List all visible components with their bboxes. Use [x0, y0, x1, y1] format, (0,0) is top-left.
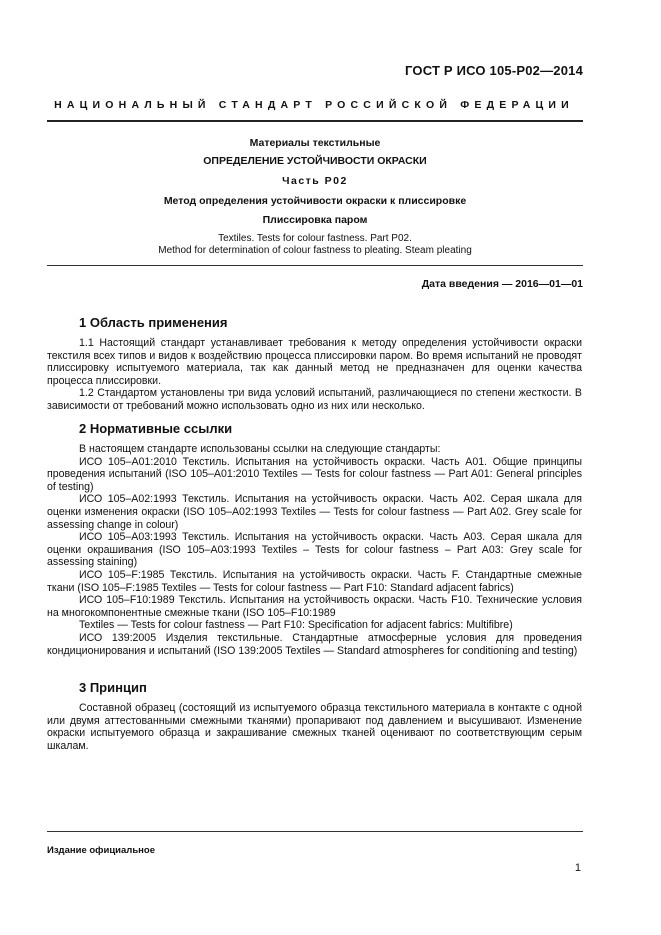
title-main: ОПРЕДЕЛЕНИЕ УСТОЙЧИВОСТИ ОКРАСКИ [203, 155, 427, 167]
paragraph: В настоящем стандарте использованы ссылки на следующие стандарты: [79, 443, 441, 455]
title-method: Метод определения устойчивости окраски к плиссировке [163, 195, 467, 207]
reference-item: ИСО 105–F10:1989 Текстиль. Испытания на устойчивость окраски. Часть F10. Технические условия на многокомпонентные смежные ткани (ISO 105–F10:1989 [47, 594, 582, 619]
english-title-line-2: Method for determination of colour fastness to pleating. Steam pleating [158, 245, 472, 256]
english-title-line-1: Textiles. Tests for colour fastness. Part P02. [218, 233, 412, 244]
paragraph: 1.1 Настоящий стандарт устанавливает требования к методу определения устойчивости окраски текстиля всех типов и видов к воздействию процесса плиссировки паром. Во время испытаний не проводят плиссировку испытуемого материала, так как данный метод не предназначен для оценки качества процесса плиссировки. [47, 337, 582, 387]
reference-item: Textiles — Tests for colour fastness — Part F10: Specification for adjacent fabrics: Multifibre) [79, 619, 513, 632]
reference-item: ИСО 105–F:1985 Текстиль. Испытания на устойчивость окраски. Часть F. Стандартные смежные ткани (ISO 105–F:1985 Textiles — Tests for colour fastness — Part F10: Standard adjacent fabrics) [47, 568, 582, 594]
reference-item: ИСО 105–A02:1993 Текстиль. Испытания на устойчивость окраски. Часть A02. Серая шкала для оценки изменения окраски (ISO 105–A02:1993 Textiles — Tests for colour fastness — Part A02. Grey scale for assessing change in colour) [47, 493, 582, 531]
introduction-date: Дата введения — 2016—01—01 [421, 278, 583, 290]
reference-item: ИСО 139:2005 Изделия текстильные. Стандартные атмосферные условия для проведения кондиционирования и испытаний (ISO 139:2005 Textiles — Standard atmospheres for conditioning and testing) [47, 631, 582, 657]
paragraph: Составной образец (состоящий из испытуемого образца текстильного материала в контакте с одной или двумя аттестованными смежными тканями) пропаривают под давлением и высушивают. Изменение окраски испытуемого образца и закрашивание смежных тканей оценивают по соответствующим серым шкалам. [47, 702, 582, 752]
edition-note: Издание официальное [47, 845, 155, 856]
title-part: Часть Р02 [282, 175, 348, 187]
footer-divider [47, 831, 583, 832]
page-number: 1 [574, 862, 581, 874]
section-2-body [47, 443, 582, 657]
section-3-heading: 3 Принцип [79, 680, 147, 695]
national-standard-banner: НАЦИОНАЛЬНЫЙ СТАНДАРТ РОССИЙСКОЙ ФЕДЕРАЦИИ [54, 99, 574, 111]
section-3-body [47, 702, 582, 752]
header-divider [47, 120, 583, 122]
title-divider [47, 265, 583, 266]
title-materials: Материалы текстильные [249, 137, 381, 149]
section-2-heading: 2 Нормативные ссылки [79, 421, 233, 436]
section-1-body [47, 337, 582, 413]
title-subtitle: Плиссировка паром [262, 214, 368, 226]
reference-item: ИСО 105–A01:2010 Текстиль. Испытания на устойчивость окраски. Часть A01. Общие принципы проведения испытаний (ISO 105–A01:2010 Textiles — Tests for colour fastness — Part A01: General principles of testing) [47, 455, 582, 493]
section-1-heading: 1 Область применения [79, 315, 228, 330]
paragraph: 1.2 Стандартом установлены три вида условий испытаний, различающиеся по степени жесткости. В зависимости от требований можно использовать одно из них или несколько. [47, 387, 582, 412]
gost-code: ГОСТ Р ИСО 105-Р02—2014 [404, 63, 583, 78]
reference-item: ИСО 105–A03:1993 Текстиль. Испытания на устойчивость окраски. Часть A03. Серая шкала для оценки окрашивания (ISO 105–A03:1993 Textiles – Tests for colour fastness – Part A03: Grey scale for assessing staining) [47, 531, 582, 569]
